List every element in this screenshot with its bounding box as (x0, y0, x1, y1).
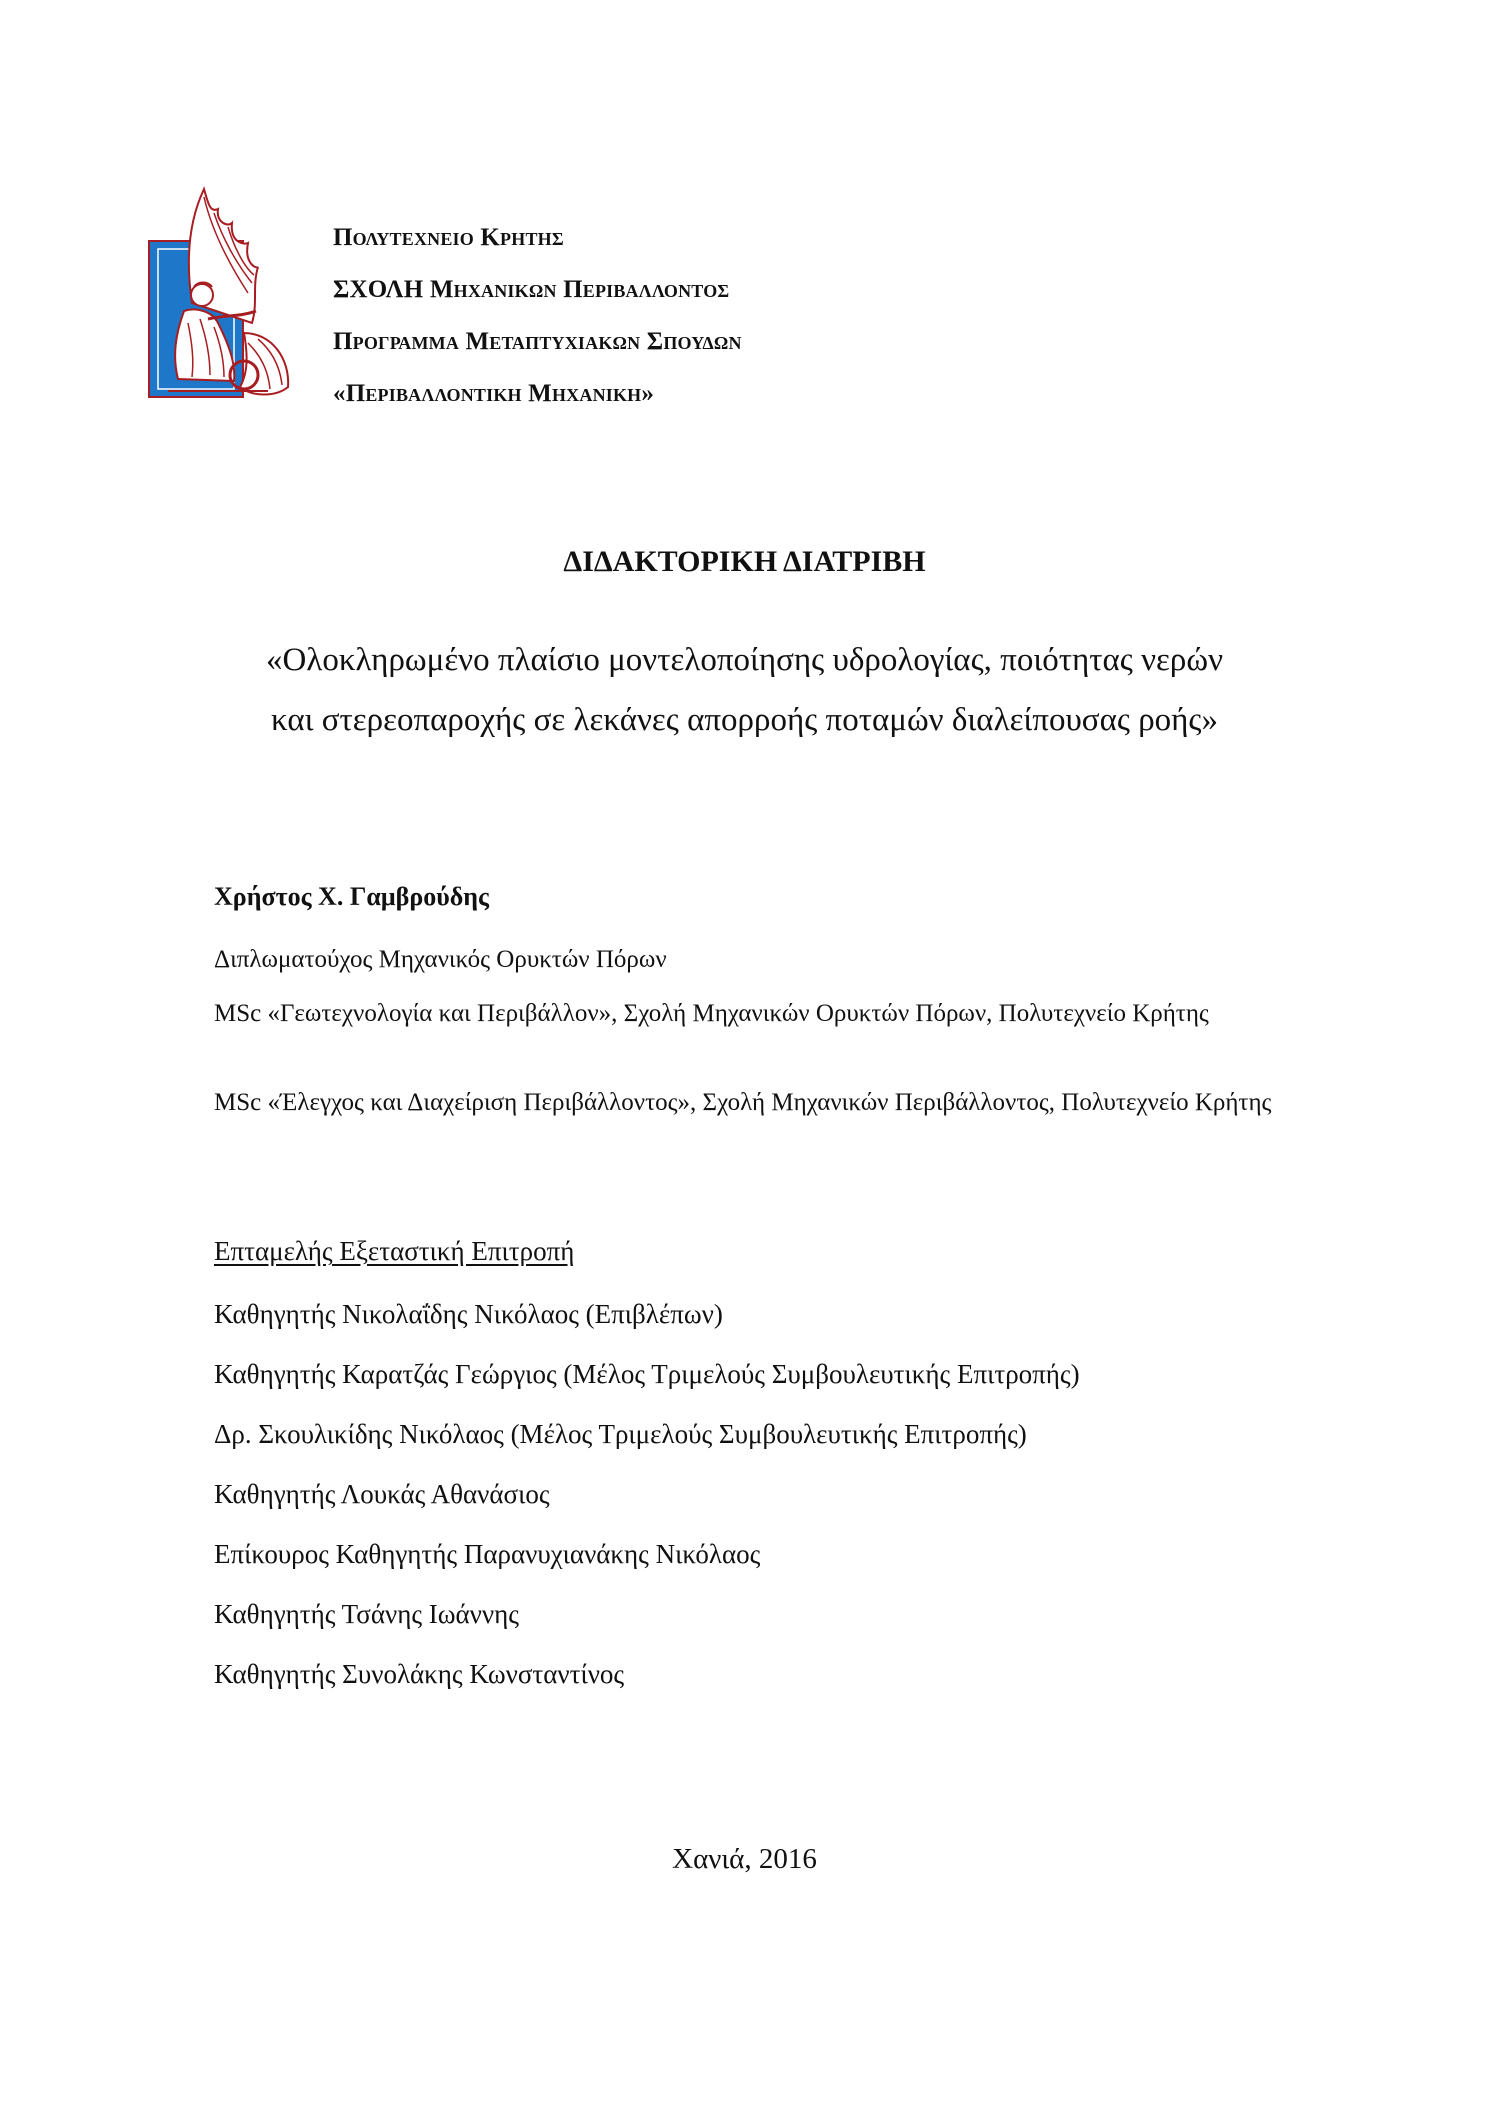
committee-member: Καθηγητής Συνολάκης Κωνσταντίνος (214, 1659, 625, 1689)
school-name: ΣΧΟΛΗ Μηχανικων Περιβαλλοντοσ (333, 276, 730, 303)
committee-member: Δρ. Σκουλικίδης Νικόλαος (Μέλος Τριμελούς Συμβουλευτικής Επιτροπής) (214, 1419, 1027, 1449)
place-date: Χανιά, 2016 (672, 1843, 817, 1875)
author-credential: MSc «Γεωτεχνολογία και Περιβάλλον», Σχολή Μηχανικών Ορυκτών Πόρων, Πολυτεχνείο Κρήτης (214, 1000, 1209, 1027)
author-credential: Διπλωματούχος Μηχανικός Ορυκτών Πόρων (214, 946, 667, 973)
program-name: Προγραμμα Μεταπτυχιακων Σπουδων (333, 328, 742, 355)
document-type: ΔΙΔΑΚΤΟΡΙΚΗ ΔΙΑΤΡΙΒΗ (563, 545, 926, 578)
thesis-title-line: και στερεοπαροχής σε λεκάνες απορροής ποταμών διαλείπουσας ροής» (270, 702, 1218, 738)
program-title: «Περιβαλλοντικη Μηχανικη» (333, 380, 655, 407)
university-logo (148, 183, 293, 399)
committee-member: Καθηγητής Λουκάς Αθανάσιος (214, 1479, 550, 1509)
thesis-title (0, 630, 1489, 750)
seal-graphic (148, 183, 293, 399)
committee-heading: Επταμελής Εξεταστική Επιτροπή (214, 1236, 575, 1266)
committee-member: Καθηγητής Τσάνης Ιωάννης (214, 1599, 519, 1629)
committee-member: Καθηγητής Νικολαΐδης Νικόλαος (Επιβλέπων) (214, 1299, 723, 1329)
university-name: Πολυτεχνειο Κρητησ (333, 224, 564, 251)
committee-members (214, 1284, 1080, 1704)
committee-member: Επίκουρος Καθηγητής Παρανυχιανάκης Νικόλαος (214, 1539, 761, 1569)
author-credential: MSc «Έλεγχος και Διαχείριση Περιβάλλοντος», Σχολή Μηχανικών Περιβάλλοντος, Πολυτεχνείο Κρήτης (214, 1089, 1272, 1116)
thesis-title-line: «Ολοκληρωμένο πλαίσιο μοντελοποίησης υδρολογίας, ποιότητας νερών (266, 642, 1223, 678)
committee-member: Καθηγητής Καρατζάς Γεώργιος (Μέλος Τριμελούς Συμβουλευτικής Επιτροπής) (214, 1359, 1080, 1389)
institution-header (333, 212, 742, 420)
author-name: Χρήστος Χ. Γαμβρούδης (214, 882, 489, 911)
